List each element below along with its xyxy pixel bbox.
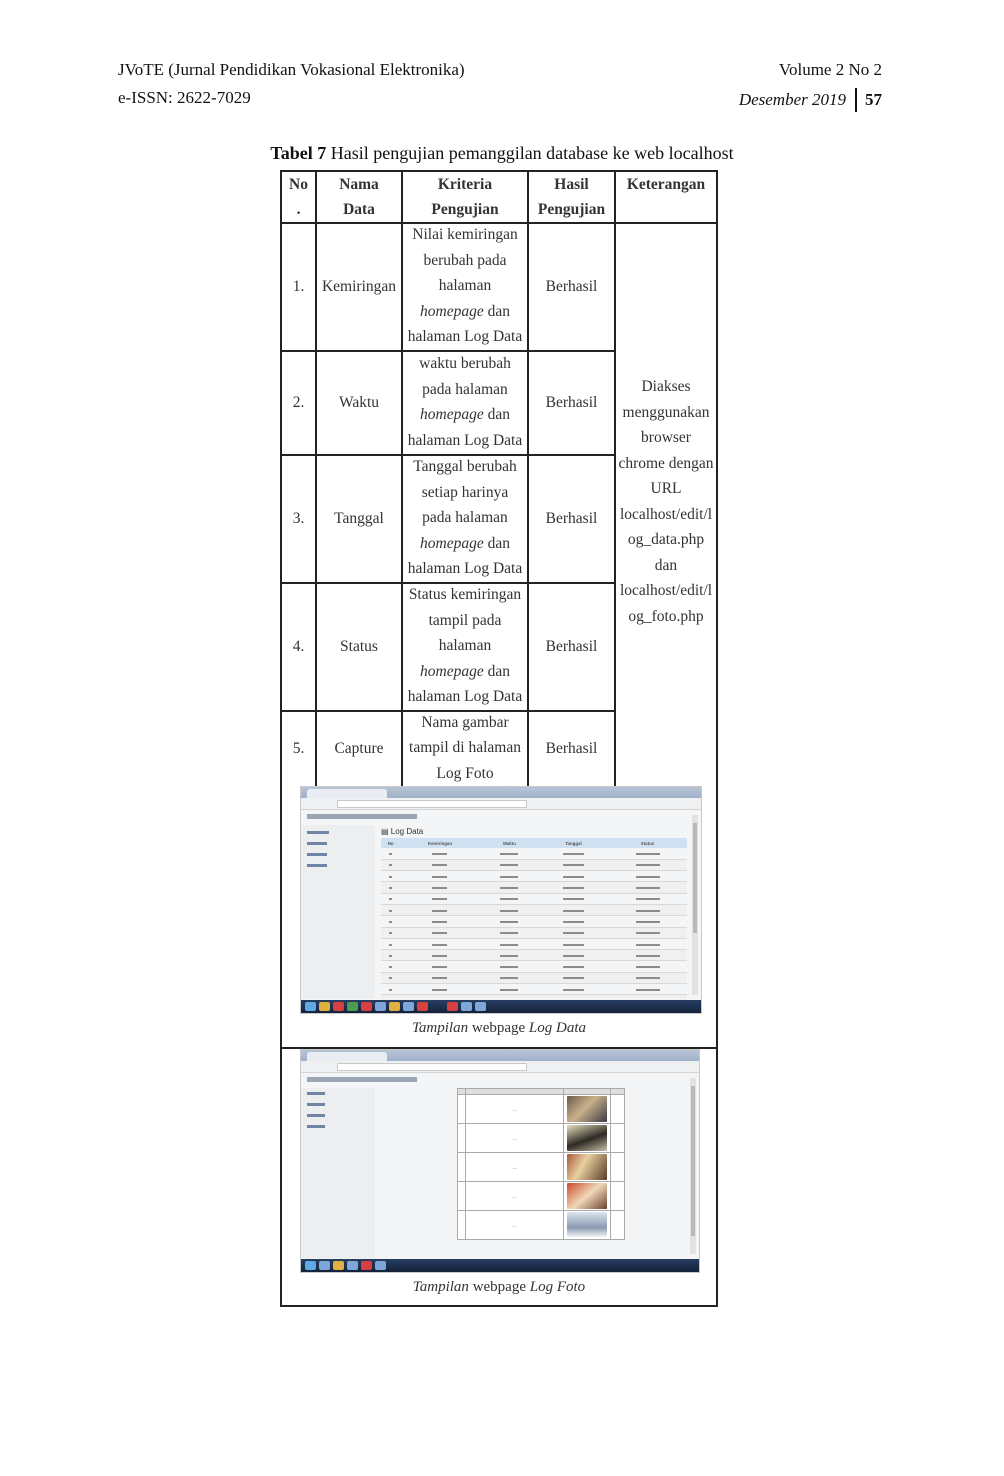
browser-tabbar [301, 1050, 699, 1061]
row4-kriteria: Status kemiringan tampil pada halaman homepage dan halaman Log Data [407, 586, 523, 706]
windows-taskbar [301, 1259, 699, 1272]
row3-no: 3. [292, 510, 305, 528]
issn: e-ISSN: 2622-7029 [118, 88, 251, 107]
log-data-row [381, 961, 687, 972]
app-sidebar [301, 825, 375, 999]
scrollbar [690, 1078, 696, 1254]
volume-issue: Volume 2 No 2 [778, 60, 882, 79]
row2-no: 2. [292, 394, 305, 412]
row5-hasil: Berhasil [545, 740, 598, 758]
row3-kriteria: Tanggal berubah setiap harinya pada halaman homepage dan halaman Log Data [407, 458, 523, 578]
header-keterangan: Keterangan [626, 175, 706, 193]
row2-hasil: Berhasil [545, 394, 598, 412]
row1-no: 1. [292, 278, 305, 296]
row3-nama: Tanggal [334, 510, 384, 528]
row5-nama: Capture [334, 740, 384, 758]
table-caption-label: Tabel 7 [270, 143, 327, 163]
screenshot-log-data [300, 786, 702, 1014]
row1-nama: Kemiringan [321, 278, 397, 296]
log-data-row [381, 938, 687, 949]
date-page [739, 88, 882, 112]
browser-address-bar [301, 798, 701, 810]
log-data-row [381, 871, 687, 882]
log-data-table: No Kemiringan Waktu Tanggal Status [381, 838, 687, 1007]
windows-taskbar [301, 1000, 701, 1013]
header-kriteria: Kriteria Pengujian [431, 176, 499, 218]
log-data-row [381, 927, 687, 938]
app-sidebar [301, 1088, 375, 1258]
table-caption [0, 143, 1004, 164]
header-hasil: Hasil Pengujian [537, 176, 606, 218]
log-data-row [381, 893, 687, 904]
log-data-row [381, 859, 687, 870]
log-data-row [381, 848, 687, 859]
caption-log-data: Tampilan webpage Log Data [411, 1020, 587, 1036]
divider [855, 88, 857, 112]
browser-tabbar [301, 787, 701, 798]
log-data-row [381, 916, 687, 927]
keterangan-cell: Diakses menggunakan browser chrome dengan URL localhost/edit/l og_data.php dan localhost/edit/l og_foto.php [618, 378, 714, 625]
screenshot-log-foto [300, 1049, 700, 1273]
log-data-row [381, 984, 687, 995]
row2-nama: Waktu [338, 394, 380, 412]
row5-no: 5. [292, 740, 305, 758]
row4-nama: Status [340, 638, 378, 656]
results-table [280, 170, 718, 1307]
log-data-title: ▤ Log Data [381, 827, 424, 836]
row4-no: 4. [292, 638, 305, 656]
log-data-row [381, 950, 687, 961]
row4-hasil: Berhasil [545, 638, 598, 656]
row2-kriteria: waktu berubah pada halaman homepage dan halaman Log Data [407, 355, 523, 449]
row1-kriteria: Nilai kemiringan berubah pada halaman homepage dan halaman Log Data [407, 226, 523, 346]
issue-date: Desember 2019 [738, 90, 846, 109]
log-data-row [381, 882, 687, 893]
row3-hasil: Berhasil [545, 510, 598, 528]
browser-address-bar [301, 1061, 699, 1073]
header-nama-data: Nama Data [339, 176, 379, 218]
journal-name: JVoTE (Jurnal Pendidikan Vokasional Elektronika) [118, 60, 465, 79]
table-caption-text: Hasil pengujian pemanggilan database ke web localhost [326, 143, 734, 163]
row1-hasil: Berhasil [545, 278, 598, 296]
app-title-bar [307, 1077, 417, 1082]
row5-kriteria: Nama gambar tampil di halaman Log Foto [409, 713, 521, 782]
header-no: No . [289, 176, 308, 218]
log-data-row [381, 904, 687, 915]
scrollbar [692, 815, 698, 995]
app-title-bar [307, 814, 417, 819]
caption-log-foto: Tampilan webpage Log Foto [412, 1279, 586, 1295]
page-number: 57 [865, 90, 882, 109]
log-data-row [381, 972, 687, 983]
log-foto-table: — — — — — [457, 1088, 625, 1240]
